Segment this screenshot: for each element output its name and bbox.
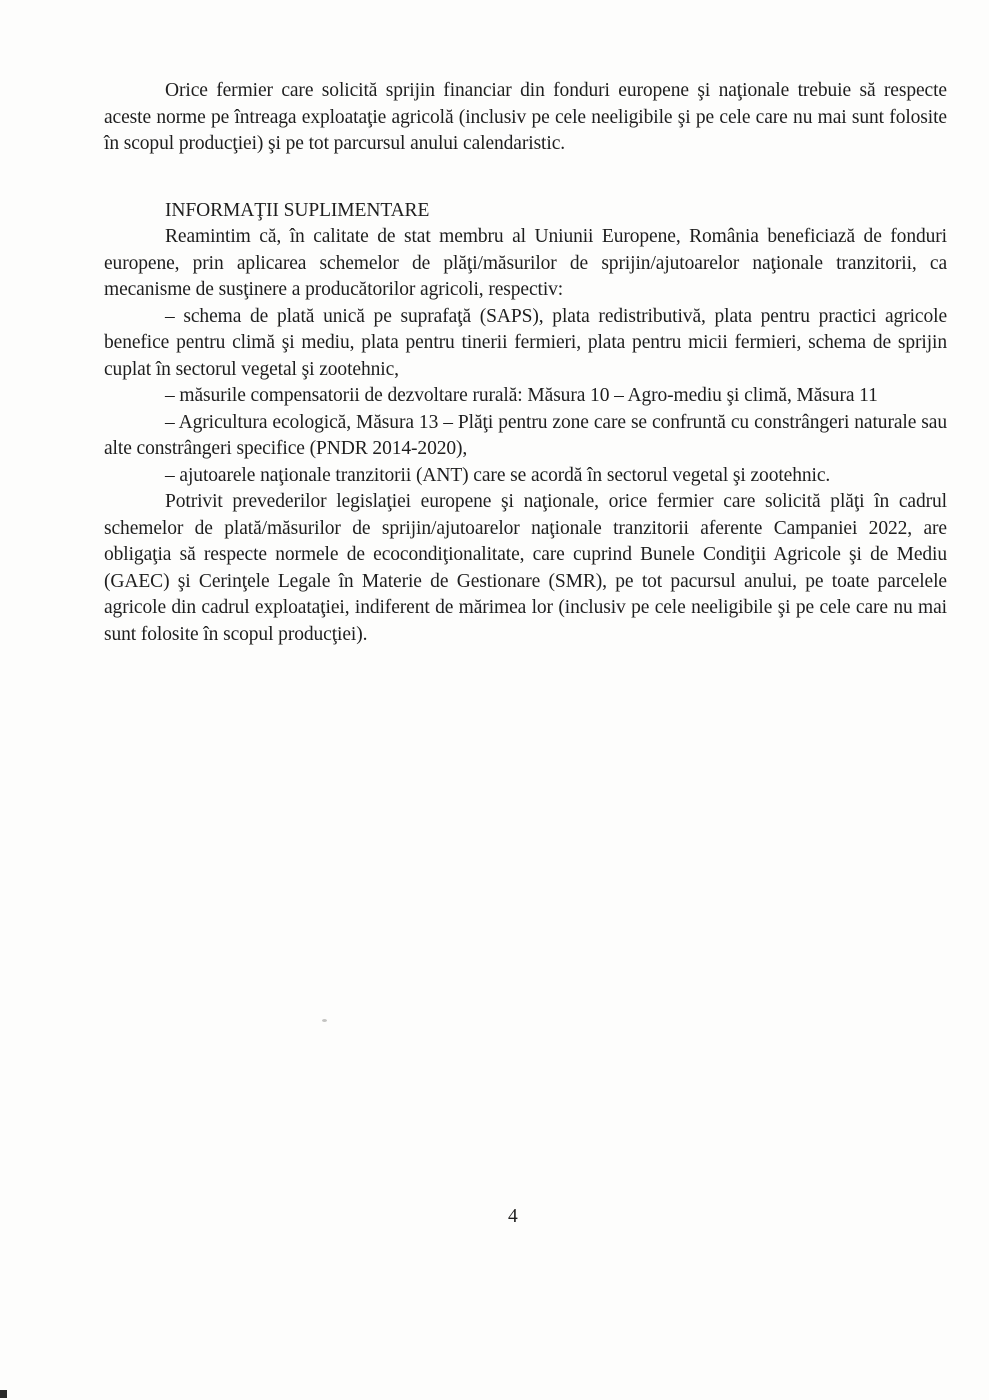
scan-speck-bottom-left-artifact xyxy=(0,1390,7,1398)
paragraph-orice-fermier: Orice fermier care solicită sprijin financiar din fonduri europene şi naţionale trebuie să respecte aceste norme pe întreaga exploataţie agricolă (inclusiv pe cele neeligibile şi pe cele care nu mai sunt folosite în scopul producţiei) şi pe tot parcursul anului calendaristic. xyxy=(104,80,947,154)
scan-speck-artifact xyxy=(322,1019,327,1022)
page-number: 4 xyxy=(508,1206,518,1227)
paragraph-reamintim: Reamintim că, în calitate de stat membru al Uniunii Europene, România beneficiază de fonduri europene, prin aplicarea schemelor de plăţi/măsurilor de sprijin/ajutoarelor naţionale tranzitorii, ca mecanisme de susţinere a producătorilor agricoli, respectiv: xyxy=(104,226,947,300)
document-body xyxy=(104,78,947,648)
list-item-masuri-compensatorii: – măsurile compensatorii de dezvoltare rurală: Măsura 10 – Agro-mediu şi climă, Măsura 11 xyxy=(165,385,878,406)
paragraph-potrivit-prevederilor: Potrivit prevederilor legislaţiei europene şi naţionale, orice fermier care solicită plăţi în cadrul schemelor de plată/măsurilor de sprijin/ajutoarelor naţionale tranzitorii aferente Campaniei 2022, are obligaţia să respecte normele de ecocondiţionalitate, care cuprind Bunele Condiţii Agricole şi de Mediu (GAEC) şi Cerinţele Legale în Materie de Gestionare (SMR), pe tot pacursul anului, pe toate parcelele agricole din cadrul exploataţiei, indiferent de mărimea lor (inclusiv pe cele neeligibile şi pe cele care nu mai sunt folosite în scopul producţiei). xyxy=(104,491,947,645)
section-heading-informatii-suplimentare: INFORMAŢII SUPLIMENTARE xyxy=(165,199,430,221)
list-item-agricultura-ecologica: – Agricultura ecologică, Măsura 13 – Plăţi pentru zone care se confruntă cu constrângeri naturale sau alte constrângeri specifice (PNDR 2014-2020), xyxy=(104,411,947,459)
list-item-ajutoare-nationale: – ajutoarele naţionale tranzitorii (ANT) care se acordă în sectorul vegetal şi zootehnic. xyxy=(165,464,831,486)
list-item-schema-plata-unica: – schema de plată unică pe suprafaţă (SAPS), plata redistributivă, plata pentru practici agricole benefice pentru climă şi mediu, plata pentru tinerii fermieri, plata pentru micii fermieri, schema de sprijin cuplat în sectorul vegetal şi zootehnic, xyxy=(104,305,947,380)
